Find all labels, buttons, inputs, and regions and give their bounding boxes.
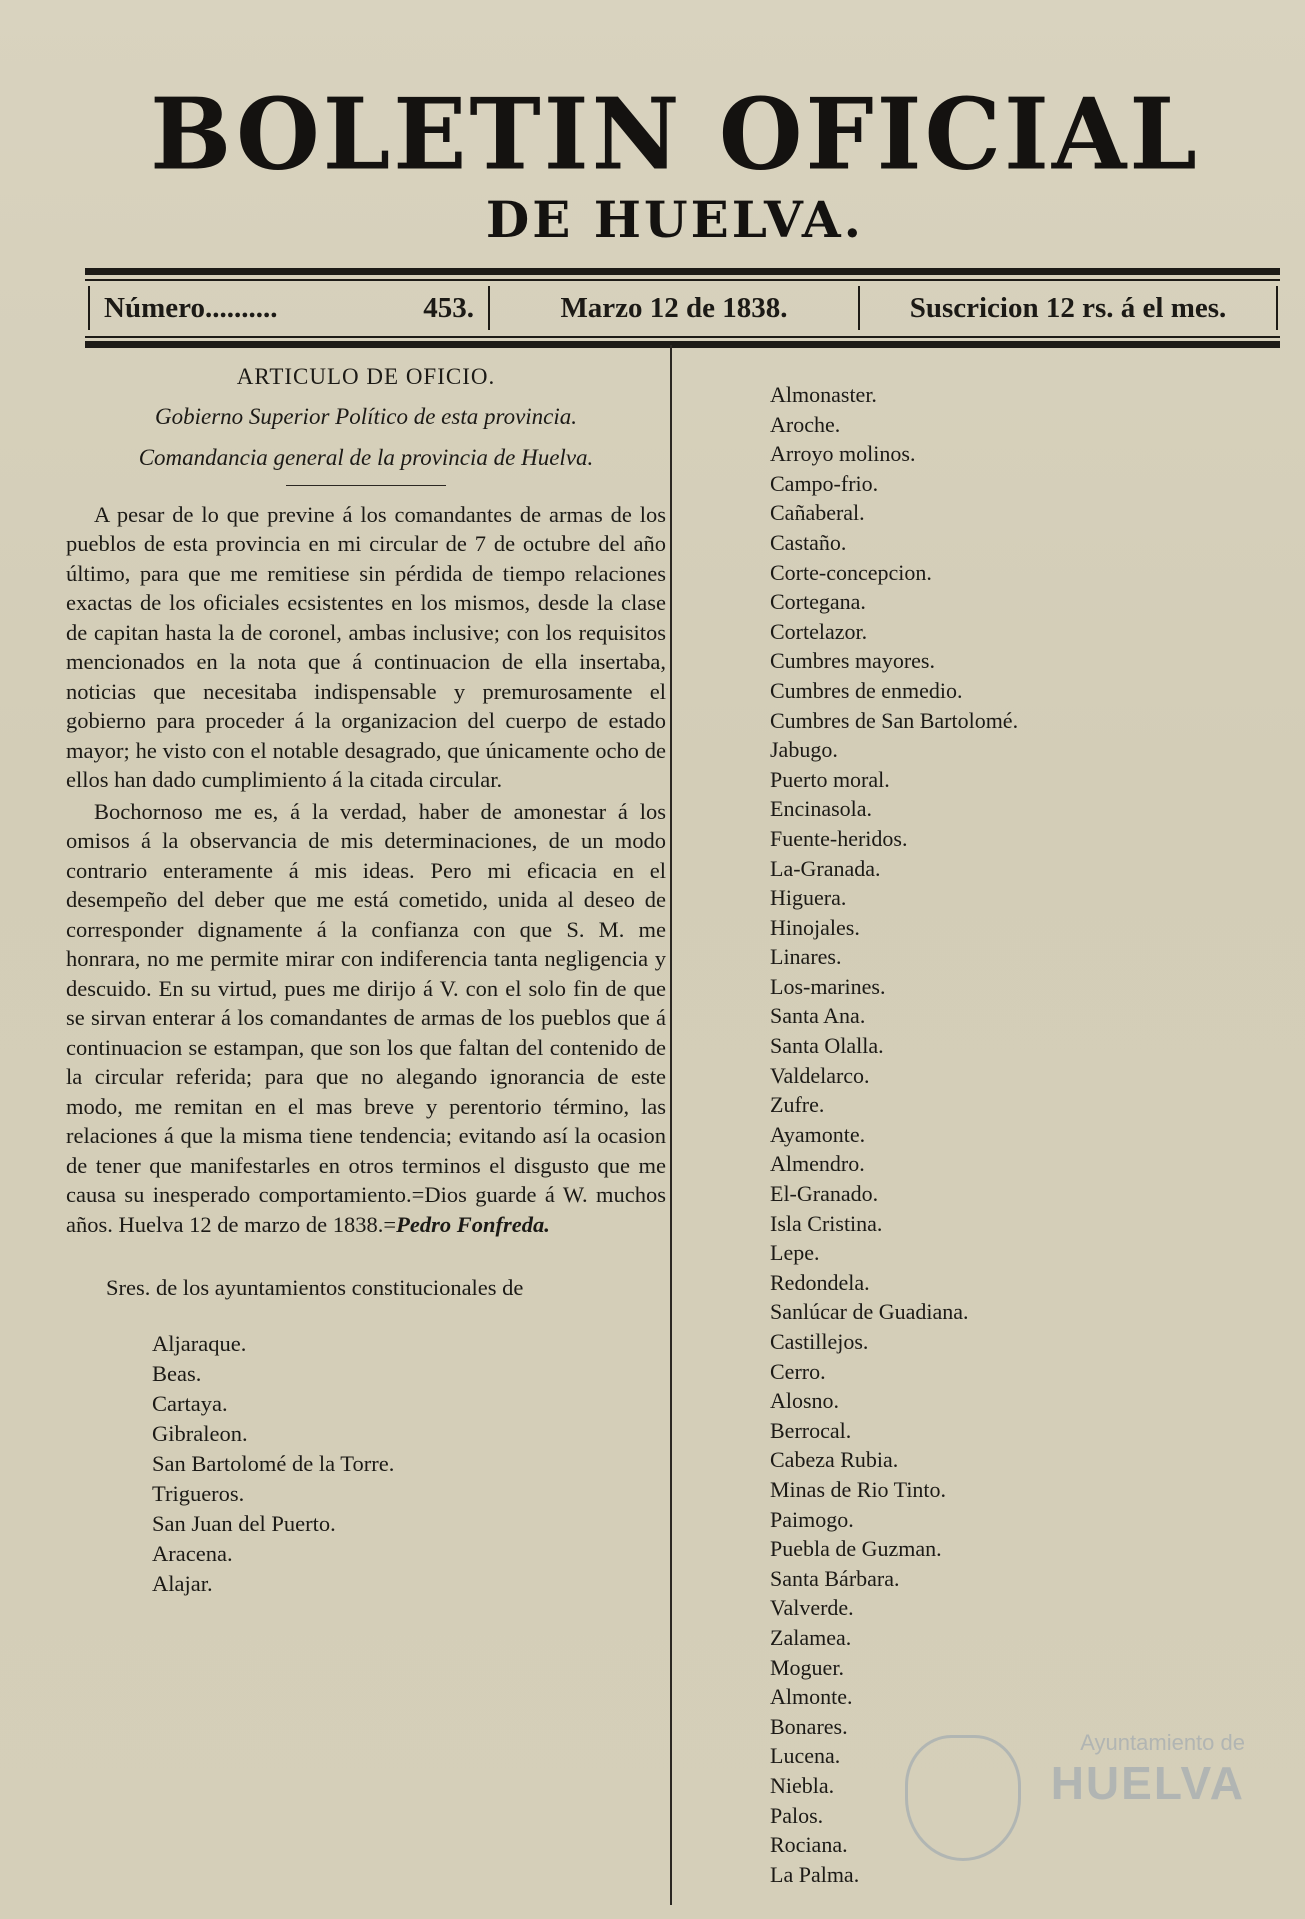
subscription-price: Suscricion 12 rs. á el mes.: [909, 291, 1227, 324]
list-item: Cartaya.: [152, 1390, 228, 1416]
list-item: Santa Bárbara.: [770, 1565, 900, 1591]
article-heading-government: Gobierno Superior Político de esta provincia.: [154, 403, 578, 429]
list-item: Castaño.: [770, 529, 847, 555]
list-item: Cumbres mayores.: [770, 648, 935, 674]
list-item: Aroche.: [770, 411, 841, 437]
list-item: Castillejos.: [770, 1329, 869, 1354]
column-divider: [670, 345, 672, 1905]
list-item: Encinasola.: [770, 796, 873, 822]
issue-number: [90, 286, 488, 330]
list-item: Cumbres de San Bartolomé.: [770, 707, 1019, 733]
list-item: Higuera.: [770, 885, 847, 911]
issue-number-label: Número..........: [104, 291, 278, 324]
list-item: Cabeza Rubia.: [770, 1447, 899, 1473]
watermark-top-text: Ayuntamiento de: [1080, 1730, 1245, 1755]
list-item: Almonaster.: [770, 382, 877, 407]
list-item: Almendro.: [770, 1151, 865, 1177]
list-item: Sanlúcar de Guadiana.: [770, 1299, 969, 1325]
list-item: Aracena.: [152, 1540, 233, 1566]
list-item: La Palma.: [770, 1861, 860, 1887]
list-item: Rociana.: [770, 1832, 848, 1858]
newspaper-title: BOLETIN OFICIAL: [150, 76, 1200, 193]
list-item: Lucena.: [770, 1743, 841, 1769]
list-item: Valdelarco.: [770, 1062, 870, 1088]
issue-info-bar: [88, 283, 1278, 333]
list-item: Zufre.: [770, 1092, 825, 1118]
addressee-line: Sres. de los ayuntamientos constitucionales de: [106, 1275, 524, 1300]
list-item: Jabugo.: [770, 737, 838, 763]
list-item: Santa Olalla.: [770, 1033, 884, 1059]
list-item: Berrocal.: [770, 1417, 852, 1443]
list-item: Aljaraque.: [152, 1330, 247, 1356]
signature: Pedro Fonfreda.: [396, 1211, 550, 1237]
list-item: Niebla.: [770, 1772, 835, 1798]
masthead: [150, 76, 1200, 250]
list-item: Trigueros.: [152, 1480, 245, 1506]
heading-rule: [286, 485, 446, 486]
list-item: Campo-frio.: [770, 470, 879, 496]
coat-of-arms-icon: [905, 1735, 1021, 1861]
list-item: Gibraleon.: [152, 1420, 248, 1446]
newspaper-subtitle: DE HUELVA.: [485, 190, 865, 249]
list-item: Puebla de Guzman.: [770, 1536, 942, 1562]
list-item: Linares.: [770, 944, 842, 970]
article-paragraph: [66, 797, 666, 1240]
list-item: Santa Ana.: [770, 1003, 866, 1029]
list-item: La-Granada.: [770, 855, 881, 881]
archive-watermark: [905, 1730, 1245, 1860]
list-item: Lepe.: [770, 1240, 820, 1266]
list-item: Bonares.: [770, 1713, 848, 1739]
town-list-left: [152, 1329, 666, 1599]
list-item: San Juan del Puerto.: [152, 1510, 336, 1536]
list-item: Paimogo.: [770, 1506, 854, 1532]
list-item: Zalamea.: [770, 1624, 852, 1650]
list-item: San Bartolomé de la Torre.: [152, 1450, 395, 1476]
info-divider: [1276, 286, 1278, 330]
list-item: Cortegana.: [770, 589, 866, 615]
header-rule-bottom: [85, 341, 1280, 348]
list-item: Minas de Rio Tinto.: [770, 1476, 947, 1502]
list-item: Cañaberal.: [770, 500, 865, 526]
article-paragraph-text: Bochornoso me es, á la verdad, haber de amonestar á los omisos á la observancia de mis determinaciones, de un modo contrario enteramente á mis ideas. Pero mi eficacia en el desempeño del deber que me está cometido, unida al deseo de corresponder dignamente á la confianza con que S. M. me honrara, no me permite mirar con indiferencia tanta negligencia y descuido. En su virtud, pues me dirijo á V. con el solo fin de que se sirvan enterar á los comandantes de armas de los pueblos que á continuacion se estampan, que son los que faltan del contenido de la circular referida; para que no alegando ignorancia de este modo, me remitan en el mas breve y perentorio término, las relaciones á que la misma tiene tendencia; evitando así la ocasion de tener que manifestarles en otros terminos el disgusto que me causa su inesperado comportamiento.=Dios guarde á W. muchos años. Huelva 12 de marzo de 1838.=: [66, 798, 666, 1237]
list-item: Beas.: [152, 1360, 202, 1386]
list-item: Palos.: [770, 1802, 824, 1828]
list-item: Fuente-heridos.: [770, 825, 908, 851]
header-rule-top: [85, 268, 1280, 275]
watermark-main-text: HUELVA: [1050, 1757, 1245, 1809]
issue-number-value: 453.: [423, 291, 474, 324]
town-list-right: [770, 380, 1190, 1889]
list-item: Valverde.: [770, 1595, 854, 1621]
list-item: Isla Cristina.: [770, 1210, 883, 1236]
list-item: Alosno.: [770, 1388, 840, 1414]
list-item: Arroyo molinos.: [770, 441, 916, 467]
list-item: Redondela.: [770, 1269, 870, 1295]
town-column: [770, 380, 1190, 1889]
list-item: Almonte.: [770, 1684, 853, 1710]
article-column: [66, 362, 666, 1599]
list-item: Cumbres de enmedio.: [770, 677, 963, 703]
article-heading-command: Comandancia general de la provincia de Huelva.: [138, 445, 594, 470]
list-item: Moguer.: [770, 1654, 844, 1680]
list-item: El-Granado.: [770, 1181, 879, 1207]
list-item: Ayamonte.: [770, 1121, 866, 1147]
section-title: ARTICULO DE OFICIO.: [236, 364, 496, 389]
list-item: Corte-concepcion.: [770, 559, 932, 585]
header-rule-top-thin: [85, 279, 1280, 281]
issue-date: Marzo 12 de 1838.: [560, 291, 788, 324]
list-item: Alajar.: [152, 1570, 213, 1596]
header-rule-bottom-thin: [85, 336, 1280, 338]
list-item: Cortelazor.: [770, 618, 868, 644]
article-paragraph: A pesar de lo que previne á los comandantes de armas de los pueblos de esta provincia en mi circular de 7 de octubre del año último, para que me remitiese sin pérdida de tiempo relaciones exactas de los oficiales ecsistentes en los mismos, desde la clase de capitan hasta la de coronel, ambas inclusive; con los requisitos mencionados en la nota que á continuacion de ella insertaba, noticias que necesitaba indispensable y premurosamente el gobierno para proceder á la organizacion del cuerpo de estado mayor; he visto con el notable desagrado, que únicamente ocho de ellos han dado cumplimiento á la citada circular.: [66, 501, 666, 792]
list-item: Hinojales.: [770, 914, 860, 940]
list-item: Los-marines.: [770, 973, 886, 999]
list-item: Puerto moral.: [770, 766, 890, 792]
list-item: Cerro.: [770, 1358, 826, 1384]
